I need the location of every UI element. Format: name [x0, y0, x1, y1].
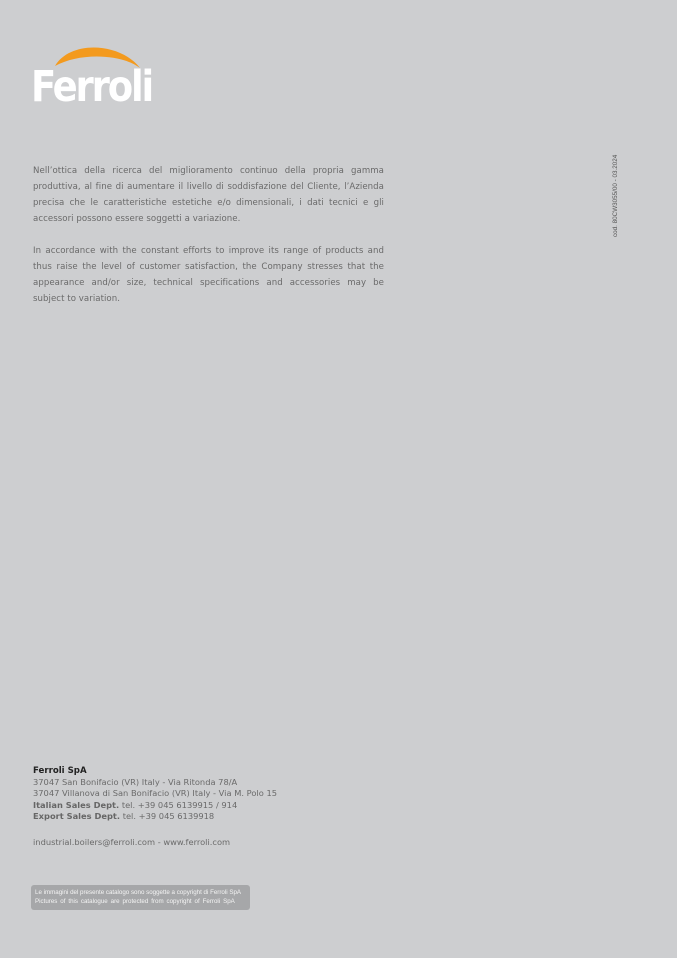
copyright-line-english: Pictures of this catalogue are protected from copyright of Ferroli SpA [35, 898, 235, 905]
ferroli-logo-graphic [30, 44, 156, 112]
italian-sales-phone: tel. +39 045 6139915 / 914 [121, 799, 238, 810]
document-code: cod. 80CW3055/00 - 03.2024 [612, 154, 619, 237]
company-info [33, 766, 277, 822]
ferroli-logo [30, 44, 156, 112]
copyright-line-italian: Le immagini del presente catalogo sono soggette a copyright di Ferroli SpA [35, 888, 242, 896]
italian-disclaimer: Nell’ottica della ricerca del miglioramento continuo della propria gamma produttiva, al fine di aumentare il livello di soddisfazione del Cliente, l’Azienda precisa che le caratteristiche estetiche e/o dimensionali, i dati tecnici e gli accessori possono essere soggetti a variazione. [33, 166, 384, 224]
export-sales-label: Export Sales Dept. [33, 810, 121, 821]
english-disclaimer: In accordance with the constant efforts to improve its range of products and thus raise the level of customer satisfaction, the Company stresses that the appearance and/or size, technical specifications and accessories may be subject to variation. [33, 246, 384, 304]
contact-links: industrial.boilers@ferroli.com - www.ferroli.com [33, 837, 231, 847]
export-sales-phone: tel. +39 045 6139918 [122, 810, 215, 821]
export-sales-row [33, 811, 277, 822]
logo-wordmark: Ferroli [31, 62, 152, 112]
company-name: Ferroli SpA [33, 766, 87, 776]
italian-sales-label: Italian Sales Dept. [33, 799, 120, 810]
address-line-2: 37047 Villanova di San Bonifacio (VR) Italy - Via M. Polo 15 [33, 788, 277, 799]
address-line-1: 37047 San Bonifacio (VR) Italy - Via Ritonda 78/A [33, 777, 238, 788]
italian-sales-row [33, 800, 277, 811]
copyright-notice [31, 885, 250, 910]
